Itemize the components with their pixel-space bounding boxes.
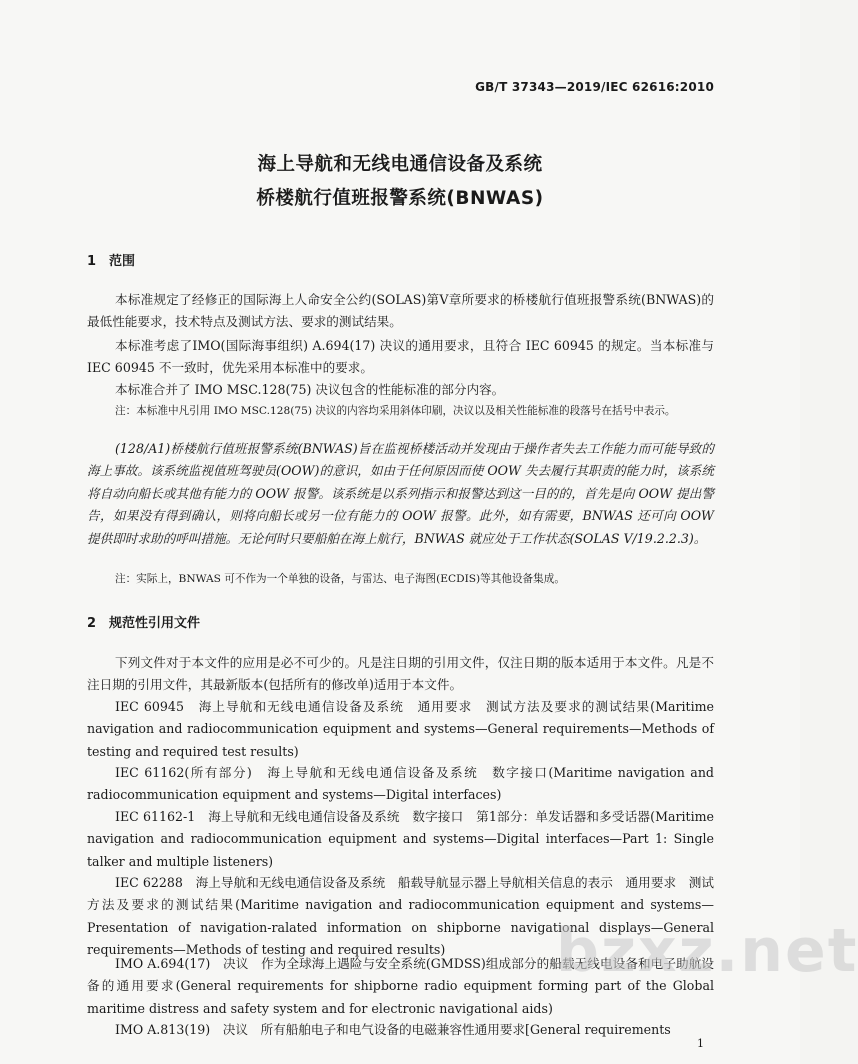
reference-item: IMO A.813(19) 决议 所有船舶电子和电气设备的电磁兼容性通用要求[General requirements	[115, 1022, 671, 1037]
section-1-heading	[87, 250, 135, 269]
standard-number: GB/T 37343—2019/IEC 62616:2010	[475, 80, 714, 94]
title-line-2: 桥楼航行值班报警系统(BNWAS)	[256, 188, 544, 209]
scope-paragraph-3: 本标准合并了 IMO MSC.128(75) 决议包含的性能标准的部分内容。	[115, 382, 505, 397]
reference-item: IEC 61162(所有部分) 海上导航和无线电通信设备及系统 数字接口(Maritime navigation and radiocommunication equipment and systems—Digital interfaces)	[87, 765, 714, 803]
section-title: 规范性引用文件	[109, 616, 201, 631]
document-title	[0, 148, 800, 216]
reference-item: IEC 60945 海上导航和无线电通信设备及系统 通用要求 测试方法及要求的测试结果(Maritime navigation and radiocommunication equipment and systems—General requirements—Methods of testing and required test results)	[87, 699, 714, 759]
bnwas-purpose-paragraph: (128/A1)桥楼航行值班报警系统(BNWAS)旨在监视桥楼活动并发现由于操作者失去工作能力而可能导致的海上事故。该系统监视值班驾驶员(OOW)的意识，如由于任何原因而使 OOW 失去履行其职责的能力时，该系统将自动向船长或其他有能力的 OOW 报警。该系统是以系列指示和报警达到这一目的的，首先是向 OOW 提出警告，如果没有得到确认，则将向船长或另一位有能力的 OOW 报警。此外，如有需要，BNWAS 还可向 OOW 提供即时求助的呼叫措施。无论何时只要船舶在海上航行，BNWAS 就应处于工作状态(SOLAS Ⅴ/19.2.2.3)。	[87, 441, 714, 546]
note-2	[115, 570, 714, 589]
section-title: 范围	[109, 254, 136, 269]
scope-paragraph-1: 本标准规定了经修正的国际海上人命安全公约(SOLAS)第Ⅴ章所要求的桥楼航行值班报警系统(BNWAS)的最低性能要求，技术特点及测试方法、要求的测试结果。	[87, 292, 714, 330]
section-number: 2	[87, 616, 97, 631]
page-number: 1	[697, 1037, 704, 1050]
note-1-text: 注：本标准中凡引用 IMO MSC.128(75) 决议的内容均采用斜体印刷，决议以及相关性能标准的段落号在括号中表示。	[115, 405, 676, 417]
normative-intro: 下列文件对于本文件的应用是必不可少的。凡是注日期的引用文件，仅注日期的版本适用于本文件。凡是不注日期的引用文件，其最新版本(包括所有的修改单)适用于本文件。	[87, 655, 714, 693]
section-number: 1	[87, 254, 97, 269]
watermark: bzxz.net	[556, 916, 858, 986]
reference-item: IEC 62288 海上导航和无线电通信设备及系统 船载导航显示器上导航相关信息的表示 通用要求 测试方法及要求的测试结果(Maritime navigation and radiocommunication equipment and systems—Presentation of navigation-ralated information on shipborne navigational displays—General requirements—Methods of testing and required results)	[87, 875, 714, 958]
section-2-heading	[87, 612, 200, 631]
scope-paragraph-2: 本标准考虑了IMO(国际海事组织) A.694(17) 决议的通用要求，且符合 IEC 60945 的规定。当本标准与 IEC 60945 不一致时，优先采用本标准中的要求。	[87, 338, 714, 376]
title-line-1: 海上导航和无线电通信设备及系统	[257, 154, 543, 175]
reference-item: IEC 61162-1 海上导航和无线电通信设备及系统 数字接口 第1部分：单发话器和多受话器(Maritime navigation and radiocommunication equipment and systems—Digital interfaces—Part 1: Single talker and multiple listeners)	[87, 809, 714, 869]
reference-item: IMO A.694(17) 决议 作为全球海上遇险与安全系统(GMDSS)组成部分的船载无线电设备和电子助航设备的通用要求(General requirements for shipborne radio equipment forming part of the Global maritime distress and safety system and for electronic navigational aids)	[87, 956, 714, 1016]
note-1	[115, 402, 714, 421]
note-2-text: 注：实际上，BNWAS 可不作为一个单独的设备，与雷达、电子海图(ECDIS)等其他设备集成。	[115, 573, 565, 585]
